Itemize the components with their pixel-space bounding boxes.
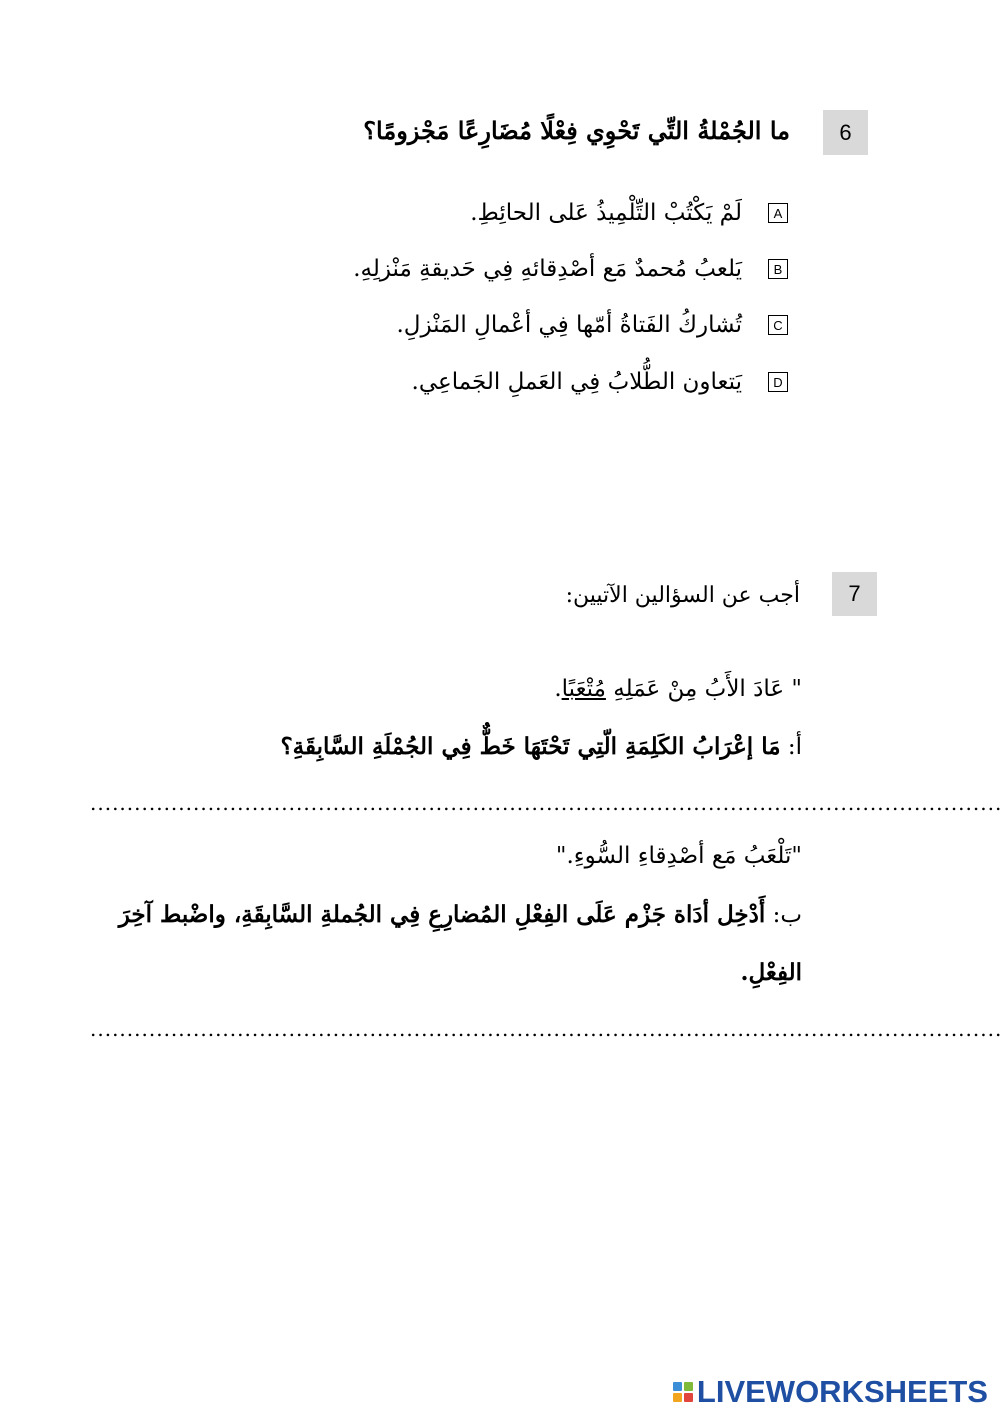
option-a-checkbox[interactable]: A xyxy=(768,203,788,223)
option-b-checkbox[interactable]: B xyxy=(768,259,788,279)
part-b-label: ب: xyxy=(765,902,802,928)
question-7-instruction: أجب عن السؤالين الآتيين: xyxy=(565,583,800,608)
sentence-1-start: " عَادَ الأَبُ مِنْ عَمَلِهِ xyxy=(605,676,802,702)
underlined-word: مُتْعَبًا xyxy=(561,676,606,702)
option-c-checkbox[interactable]: C xyxy=(768,315,788,335)
sentence-2: "تَلْعَبُ مَع أصْدِقاءِ السُّوءِ." xyxy=(555,843,802,869)
answer-line-b[interactable]: ............................................................................................................................ xyxy=(90,1017,1002,1041)
question-6-text: ما الجُمْلةُ التِّي تَحْوِي فِعْلًا مُضَارِعًا مَجْزومًا؟ xyxy=(363,116,790,145)
option-b-text: يَلعبُ مُحمدٌ مَع أصْدِقائهِ فِي حَديقةِ مَنْزلِهِ. xyxy=(353,256,742,282)
part-a-text: مَا إعْرَابُ الكَلِمَةِ الّتِي تَحْتَهَا خَطٌّ فِي الجُمْلَةِ السَّابِقَةِ؟ xyxy=(280,733,781,760)
part-b-question xyxy=(119,901,802,928)
answer-line-a[interactable]: ............................................................................................................................ xyxy=(90,791,1002,815)
option-a[interactable] xyxy=(470,198,788,228)
question-7-number: 7 xyxy=(832,572,877,616)
option-d[interactable] xyxy=(412,367,788,397)
part-b-text-line1: أَدْخِل أدَاة جَزْم عَلَى الفِعْلِ المُضارِعِ فِي الجُملةِ السَّابِقَةِ، واضْبط آخِرَ xyxy=(118,901,766,928)
sentence-1 xyxy=(554,676,802,702)
logo-text: LIVEWORKSHEETS xyxy=(696,1374,988,1409)
part-b-text-line2: الفِعْلِ. xyxy=(740,959,802,986)
part-a-label: أ: xyxy=(780,734,802,760)
option-d-checkbox[interactable]: D xyxy=(768,372,788,392)
option-c[interactable] xyxy=(396,310,788,340)
option-c-text: تُشاركُ الفَتاةُ أمّها فِي أعْمالِ المَنْزلِ. xyxy=(396,312,742,338)
liveworksheets-logo xyxy=(673,1374,988,1410)
option-b[interactable] xyxy=(353,254,788,284)
sentence-1-end: . xyxy=(554,676,562,702)
logo-icon xyxy=(673,1382,693,1402)
part-a-question xyxy=(280,733,802,760)
option-a-text: لَمْ يَكْتُبْ التِّلْمِيذُ عَلى الحائِطِ. xyxy=(470,200,742,226)
option-d-text: يَتعاون الطُّلابُ فِي العَملِ الجَماعِي. xyxy=(411,369,742,395)
question-6-number: 6 xyxy=(823,110,868,155)
